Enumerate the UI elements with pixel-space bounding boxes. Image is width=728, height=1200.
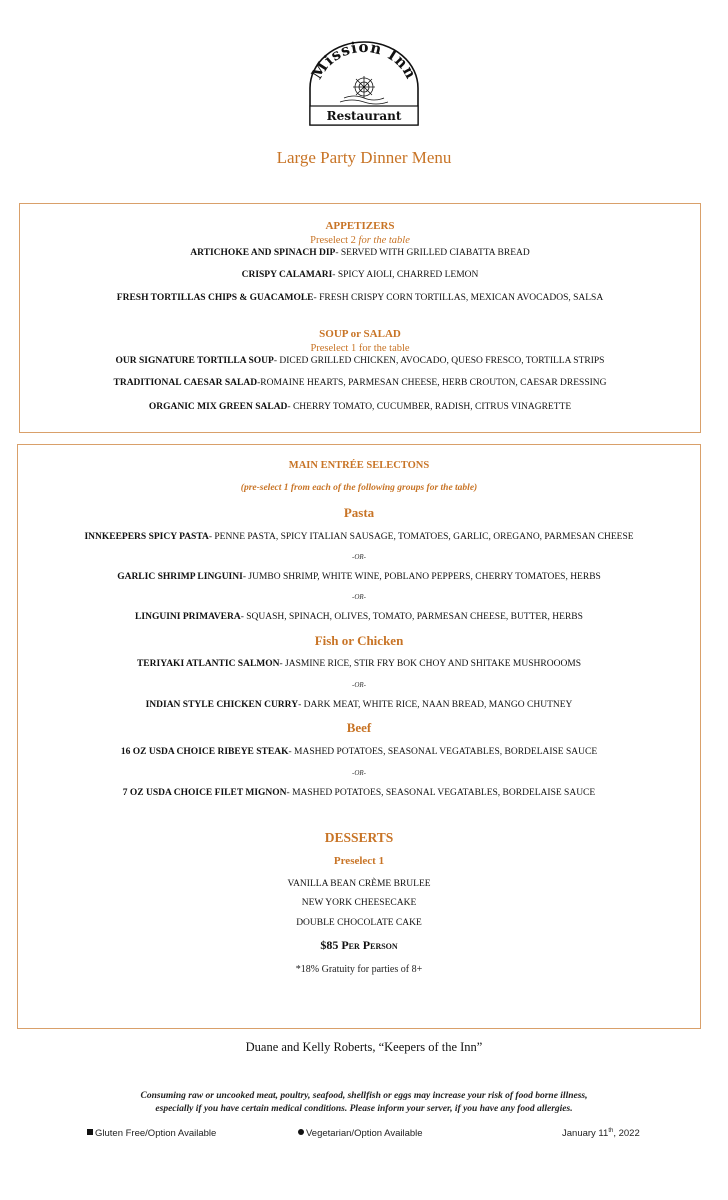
list-item: DOUBLE CHOCOLATE CAKE: [296, 918, 422, 928]
pasta-heading: Pasta: [343, 505, 375, 520]
or-separator: -OR-: [352, 681, 366, 689]
list-item: INNKEEPERS SPICY PASTA- PENNE PASTA, SPICY ITALIAN SAUSAGE, TOMATOES, GARLIC, OREGANO, PARMESAN CHEESE: [84, 532, 634, 542]
gluten-free-legend: Gluten Free/Option Available: [87, 1128, 216, 1139]
main-dessert-box: [17, 444, 701, 1029]
keepers-line: Duane and Kelly Roberts, “Keepers of the Inn”: [245, 1040, 483, 1054]
list-item: NEW YORK CHEESECAKE: [301, 898, 417, 908]
list-item: 7 OZ USDA CHOICE FILET MIGNON- MASHED POTATOES, SEASONAL VEGATABLES, BORDELAISE SAUCE: [122, 788, 596, 798]
list-item: INDIAN STYLE CHICKEN CURRY- DARK MEAT, WHITE RICE, NAAN BREAD, MANGO CHUTNEY: [145, 700, 573, 710]
gratuity-note: *18% Gratuity for parties of 8+: [295, 964, 423, 975]
appetizers-preselect: Preselect 2 for the table: [310, 235, 410, 246]
list-item: CRISPY CALAMARI- SPICY AIOLI, CHARRED LEMON: [241, 270, 479, 280]
menu-title: Large Party Dinner Menu: [276, 148, 452, 167]
list-item: ARTICHOKE AND SPINACH DIP- SERVED WITH GRILLED CIABATTA BREAD: [190, 248, 530, 258]
or-separator: -OR-: [352, 593, 366, 601]
square-bullet-icon: [87, 1129, 93, 1135]
menu-date: January 11th, 2022: [562, 1128, 640, 1140]
list-item: LINGUINI PRIMAVERA- SQUASH, SPINACH, OLIVES, TOMATO, PARMESAN CHEESE, BUTTER, HERBS: [135, 612, 583, 622]
vegetarian-legend: Vegetarian/Option Available: [298, 1128, 423, 1139]
soup-salad-preselect: Preselect 1 for the table: [310, 343, 410, 354]
beef-heading: Beef: [346, 720, 372, 735]
or-separator: -OR-: [352, 553, 366, 561]
main-note: (pre-select 1 from each of the following groups for the table): [240, 483, 478, 493]
list-item: GARLIC SHRIMP LINGUINI- JUMBO SHRIMP, WHITE WINE, POBLANO PEPPERS, CHERRY TOMATOES, HERBS: [117, 572, 601, 582]
list-item: 16 OZ USDA CHOICE RIBEYE STEAK- MASHED POTATOES, SEASONAL VEGATABLES, BORDELAISE SAUCE: [120, 747, 598, 757]
appetizers-soup-box: [19, 203, 701, 433]
soup-salad-heading: SOUP or SALAD: [319, 328, 401, 340]
list-item: ORGANIC MIX GREEN SALAD- CHERRY TOMATO, CUCUMBER, RADISH, CITRUS VINAGRETTE: [148, 402, 572, 412]
list-item: TRADITIONAL CAESAR SALAD-ROMAINE HEARTS, PARMESAN CHEESE, HERB CROUTON, CAESAR DRESSING: [113, 378, 607, 388]
fish-chicken-heading: Fish or Chicken: [314, 633, 404, 648]
list-item: TERIYAKI ATLANTIC SALMON- JASMINE RICE, STIR FRY BOK CHOY AND SHITAKE MUSHROOOMS: [136, 659, 582, 669]
appetizers-heading: APPETIZERS: [325, 220, 395, 232]
food-safety-disclaimer: Consuming raw or uncooked meat, poultry, seafood, shellfish or eggs may increase your risk of food borne illness, especially if you have certain medical conditions. Please inform your server, if you have any food allergies.: [140, 1091, 588, 1114]
mission-inn-logo: [306, 40, 422, 126]
logo-arc-text: Mission Inn: [307, 40, 421, 83]
list-item: FRESH TORTILLAS CHIPS & GUACAMOLE- FRESH CRISPY CORN TORTILLAS, MEXICAN AVOCADOS, SALSA: [116, 293, 604, 303]
main-heading: MAIN ENTRÉE SELECTONS: [288, 460, 430, 471]
price: $85 Per Person: [320, 938, 398, 952]
circle-bullet-icon: [298, 1129, 304, 1135]
logo-banner-text: Restaurant: [326, 109, 402, 123]
compass-rose-icon: [340, 76, 388, 104]
list-item: OUR SIGNATURE TORTILLA SOUP- DICED GRILLED CHICKEN, AVOCADO, QUESO FRESCO, TORTILLA STRIPS: [115, 356, 605, 366]
list-item: VANILLA BEAN CRÈME BRULEE: [287, 879, 431, 889]
desserts-preselect: Preselect 1: [333, 855, 385, 867]
or-separator: -OR-: [352, 769, 366, 777]
desserts-heading: DESSERTS: [324, 830, 394, 845]
